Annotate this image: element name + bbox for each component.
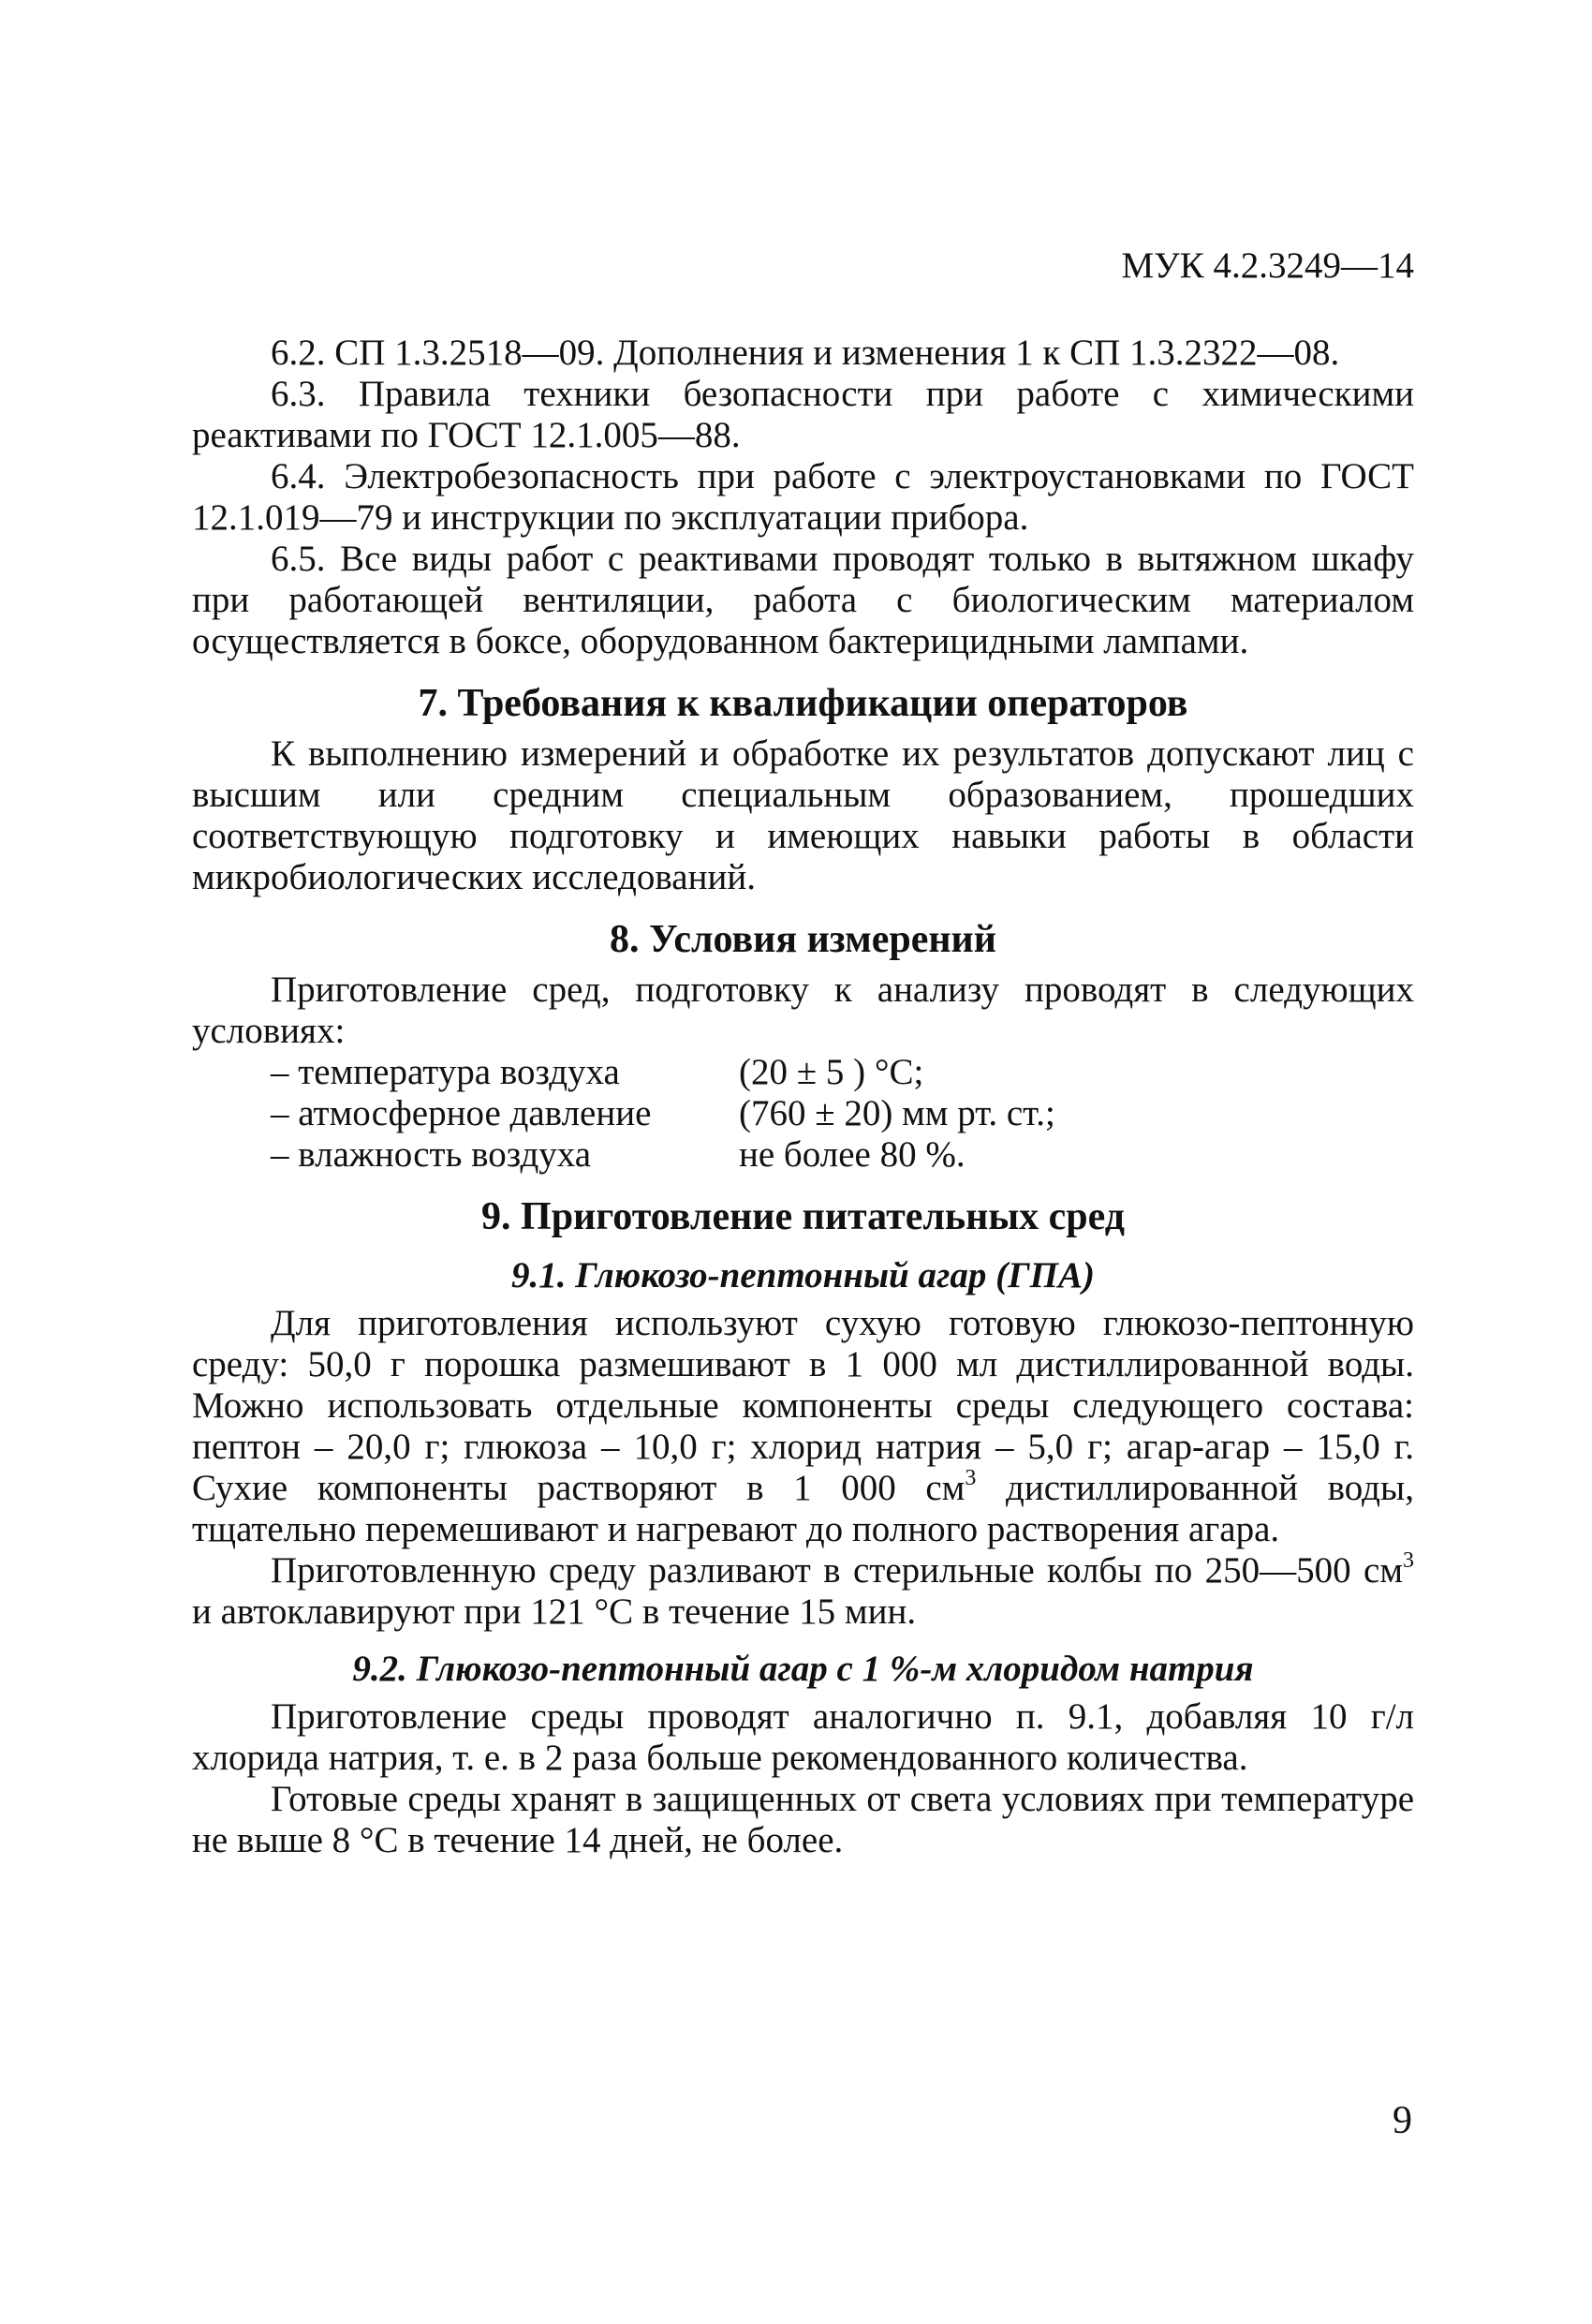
paragraph-7: К выполнению измерений и обработке их результатов допускают лиц с высшим или средним специальным образованием, прошедших соответствующую подготовку и имеющих навыки работы в области микробиологических исследований. (192, 733, 1414, 897)
section-9-title: 9. Приготовление питательных сред (481, 1195, 1125, 1238)
paragraph-9-2-b: Готовые среды хранят в защищенных от света условиях при температуре не выше 8 °С в течение 14 дней, не более. (192, 1779, 1414, 1860)
paragraph-6-4: 6.4. Электробезопасность при работе с электроустановками по ГОСТ 12.1.019—79 и инструкции по эксплуатации прибора. (192, 456, 1414, 538)
text-run: Приготовленную среду разливают в стерильные колбы по 250—500 см (271, 1550, 1403, 1591)
page-body (192, 244, 1414, 1861)
paragraph-9-1-b (192, 1550, 1414, 1633)
superscript: 3 (1403, 1548, 1414, 1573)
text-run: и автоклавируют при 121 °С в течение 15 мин. (192, 1591, 917, 1632)
subsection-9-1-title: 9.1. Глюкозо-пептонный агар (ГПА) (510, 1255, 1095, 1295)
condition-value: не более 80 %. (739, 1134, 966, 1175)
text-run: Для приготовления используют сухую готовую глюкозо-пептонную среду: 50,0 г порошка размешивают в 1 000 мл дистиллированной воды. Можно использовать отдельные компоненты среды следующего состава: пептон – 20,0 г; глюкоза – 10,0 г; хлорид натрия – 5,0 г; агар-агар – 15,0 г. Сухие компоненты растворяют в 1 000 см (192, 1303, 1414, 1508)
paragraph-6-3: 6.3. Правила техники безопасности при работе с химическими реактивами по ГОСТ 12.1.005—88. (192, 374, 1414, 455)
condition-name: – температура воздуха (271, 1052, 620, 1092)
conditions-table (271, 1052, 1055, 1176)
page-number: 9 (1393, 2099, 1412, 2142)
section-8-title: 8. Условия измерений (610, 918, 996, 961)
paragraph-6-5: 6.5. Все виды работ с реактивами проводят только в вытяжном шкафу при работающей вентиляции, работа с биологическим материалом осуществляется в боксе, оборудованном бактерицидными лампами. (192, 539, 1414, 661)
section-7-title: 7. Требования к квалификации операторов (418, 682, 1188, 725)
condition-name: – атмосферное давление (271, 1093, 652, 1133)
condition-row (271, 1134, 1055, 1176)
document-code: МУК 4.2.3249—14 (1121, 245, 1414, 286)
condition-value: (760 ± 20) мм рт. ст.; (739, 1093, 1055, 1133)
condition-row (271, 1052, 1055, 1093)
paragraph-9-2-a: Приготовление среды проводят аналогично п. 9.1, добавляя 10 г/л хлорида натрия, т. е. в 2 раза больше рекомендованного количества. (192, 1696, 1414, 1778)
condition-row (271, 1093, 1055, 1134)
paragraph-9-1-a (192, 1303, 1414, 1550)
text-run: дистиллированной воды, тщательно перемешивают и нагревают до полного растворения агара. (192, 1468, 1414, 1549)
paragraph-6-2: 6.2. СП 1.3.2518—09. Дополнения и изменения 1 к СП 1.3.2322—08. (271, 333, 1340, 373)
subsection-9-2-title: 9.2. Глюкозо-пептонный агар с 1 %-м хлоридом натрия (352, 1649, 1254, 1689)
condition-value: (20 ± 5 ) °С; (739, 1052, 924, 1092)
paragraph-8-intro: Приготовление сред, подготовку к анализу проводят в следующих условиях: (192, 970, 1414, 1051)
condition-name: – влажность воздуха (271, 1134, 592, 1175)
superscript: 3 (965, 1466, 977, 1490)
